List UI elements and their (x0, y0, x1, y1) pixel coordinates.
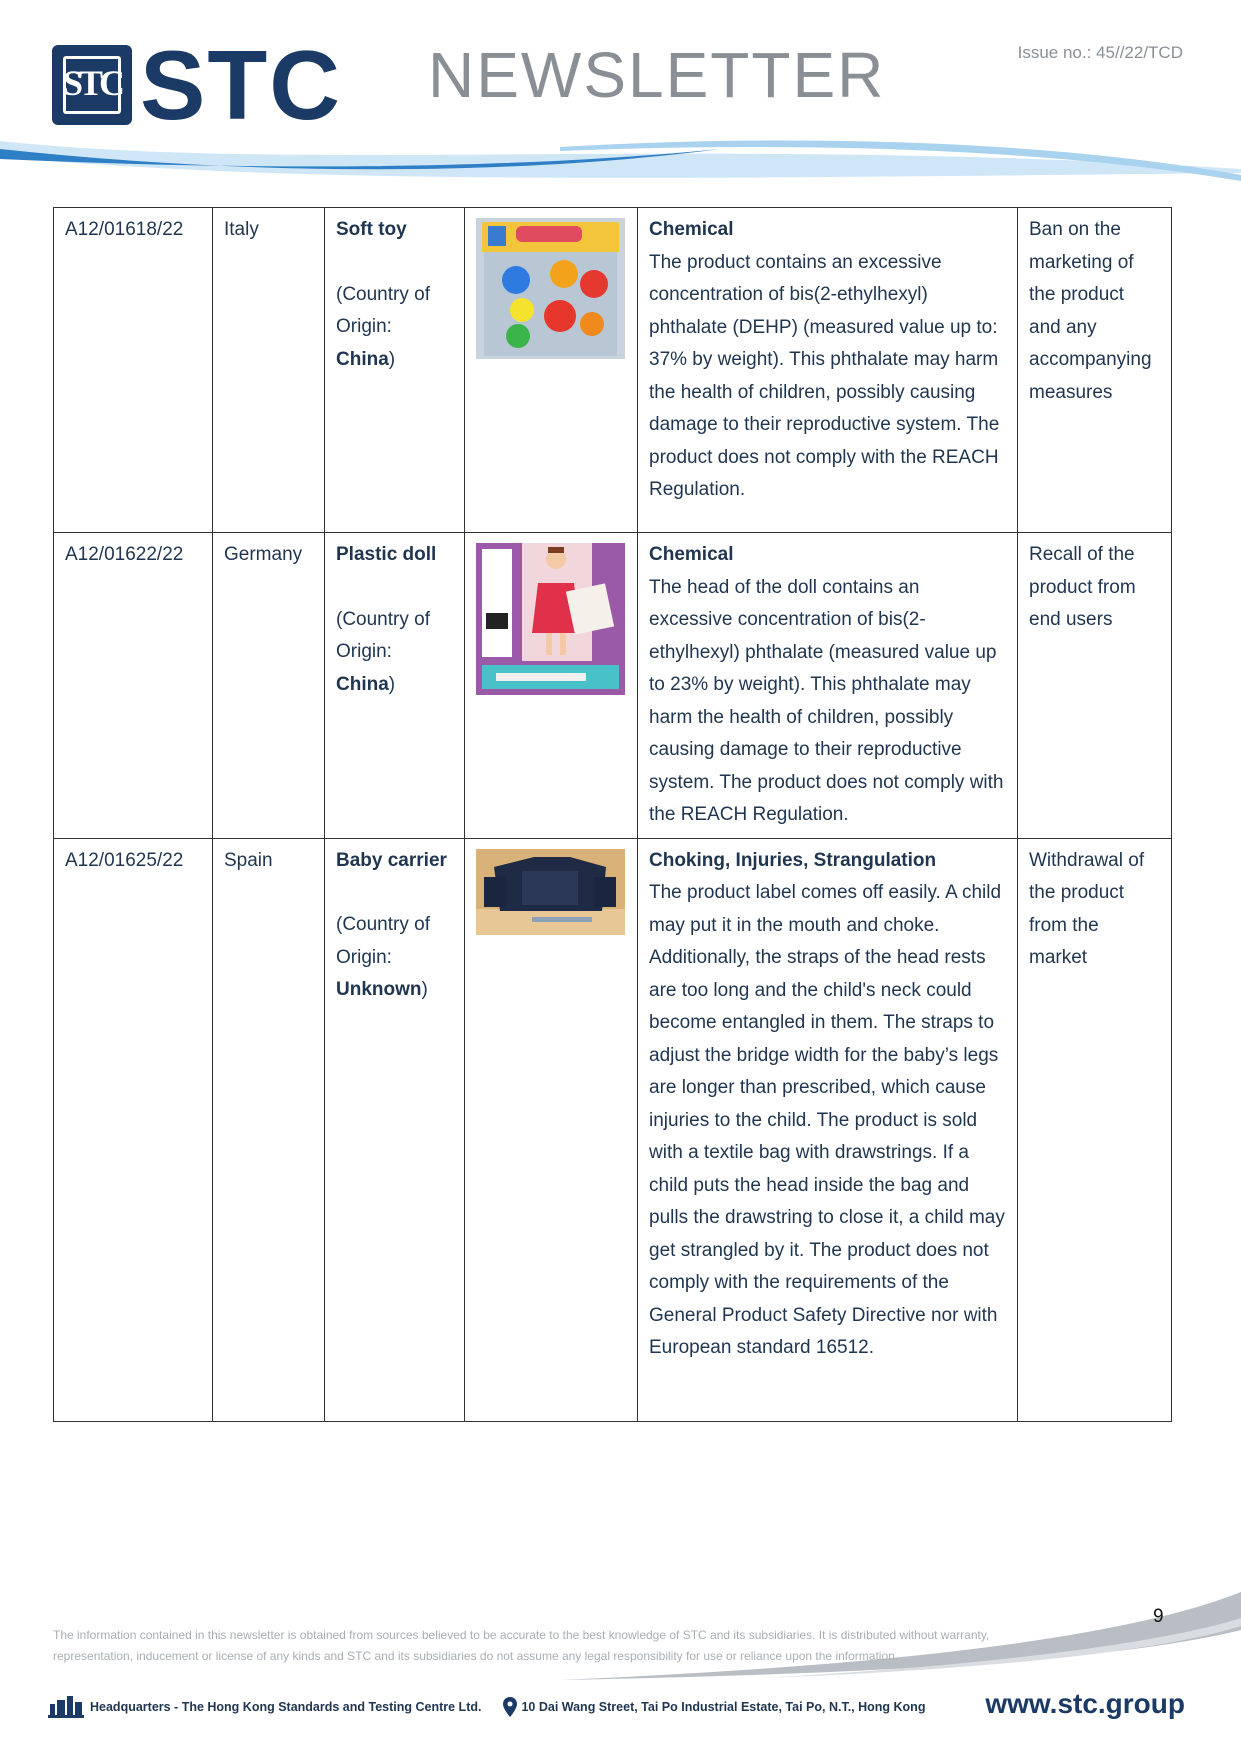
hazard-description: The product contains an excessive concentration of bis(2-ethylhexyl) phthalate (DEHP) (measured value up to: 37% by weight). This phthalate may harm the health of children, possibly causing damage to their reproductive system. The product does not comply with the REACH Regulation. (649, 251, 1000, 500)
product-name: Soft toy (336, 219, 407, 240)
building-icon (48, 1696, 84, 1718)
address-text: 10 Dai Wang Street, Tai Po Industrial Estate, Tai Po, N.T., Hong Kong (521, 1700, 926, 1714)
photo-cell (465, 533, 638, 839)
product-name: Plastic doll (336, 544, 437, 565)
photo-cell (465, 208, 638, 533)
reference-cell: A12/01625/22 (54, 838, 213, 1421)
hazard-cell (638, 208, 1018, 533)
product-cell (325, 208, 465, 533)
issue-number: Issue no.: 45//22/TCD (1017, 43, 1183, 62)
country-of-origin: (Country of Origin: China) (336, 283, 430, 370)
logo-wordmark: STC (140, 30, 342, 140)
hazard-type: Choking, Injuries, Strangulation (649, 849, 937, 871)
product-name: Baby carrier (336, 849, 447, 871)
disclaimer: The information contained in this newsletter is obtained from sources believed to be accurate to the best knowledge of STC and its subsidiaries. It is distributed without warranty, representation, inducement or license of any kinds and STC and its subsidiaries do not assume any legal responsibility for use or reliance upon the information. (53, 1628, 990, 1663)
measure-cell: Ban on the marketing of the product and any accompanying measures (1018, 208, 1172, 533)
notifying-country-cell: Italy (213, 208, 325, 533)
reference-cell: A12/01618/22 (54, 208, 213, 533)
baby-carrier-photo (476, 849, 625, 935)
hazard-description: The head of the doll contains an excessive concentration of bis(2-ethylhexyl) phthalate (measured value up to 23% by weight). This phthalate may harm the health of children, possibly causing damage to their reproductive system. The product does not comply with the REACH Regulation. (649, 576, 1004, 825)
soft-toy-photo (476, 218, 625, 359)
hazard-cell (638, 533, 1018, 839)
hazard-type: Chemical (649, 544, 734, 565)
page-header (0, 0, 1241, 200)
country-of-origin: (Country of Origin: Unknown) (336, 914, 430, 1000)
origin-country: Unknown (336, 979, 422, 1000)
notifying-country-cell: Spain (213, 838, 325, 1421)
origin-country: China (336, 348, 389, 370)
header-swoosh-decoration (0, 135, 1241, 195)
hazard-description: The product label comes off easily. A child may put it in the mouth and choke. Additionally, the straps of the head rests are too long and the child's neck could become entangled in them. The straps to adjust the bridge width for the baby’s legs are longer than prescribed, which cause injuries to the child. The product is sold with a textile bag with drawstrings. If a child puts the head inside the bag and pulls the drawstring to close it, a child may get strangled by it. The product does not comply with the requirements of the General Product Safety Directive nor with European standard 16512. (649, 882, 1005, 1358)
table-row (54, 838, 1172, 1421)
headquarters-text: Headquarters - The Hong Kong Standards and Testing Centre Ltd. (90, 1700, 482, 1714)
product-cell (325, 533, 465, 839)
notifying-country-cell: Germany (213, 533, 325, 839)
table-row (54, 208, 1172, 533)
hazard-cell (638, 838, 1018, 1421)
country-of-origin: (Country of Origin: China) (336, 608, 430, 695)
stc-logo (52, 30, 342, 140)
hazard-type: Chemical (649, 219, 734, 240)
photo-cell (465, 838, 638, 1421)
stc-logo-mark-icon (52, 45, 132, 125)
measure-cell: Recall of the product from end users (1018, 533, 1172, 839)
origin-country: China (336, 673, 389, 695)
measure-cell: Withdrawal of the product from the market (1018, 838, 1172, 1421)
product-cell (325, 838, 465, 1421)
table-row (54, 533, 1172, 839)
page-number: 9 (1153, 1606, 1164, 1627)
plastic-doll-photo (476, 543, 625, 695)
recall-records-table (53, 207, 1172, 1422)
website-link[interactable]: www.stc.group (985, 1688, 1185, 1719)
logo-mark-glyph: STC (62, 63, 122, 103)
location-pin-icon (503, 1697, 517, 1717)
reference-cell: A12/01622/22 (54, 533, 213, 839)
newsletter-title: NEWSLETTER (428, 39, 886, 111)
